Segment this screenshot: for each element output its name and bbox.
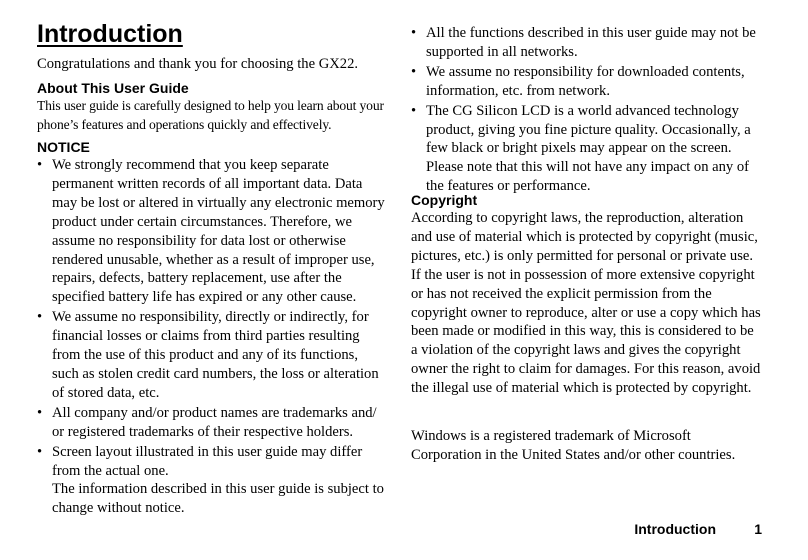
notice-item — [37, 308, 385, 403]
notice-item-text: • Screen layout illustrated in this user guide may differ from the actual one. — [52, 443, 363, 479]
about-heading: About This User Guide — [37, 80, 189, 96]
copyright-heading: Copyright — [411, 192, 478, 208]
notice-item — [411, 63, 761, 101]
intro-text: Congratulations and thank you for choosing the GX22. — [37, 56, 359, 72]
notice-list-left — [37, 156, 385, 519]
about-text: This user guide is carefully designed to help you learn about your phone’s features and operations quickly and effectively. — [37, 98, 384, 132]
trademark-text: Windows is a registered trademark of Microsoft Corporation in the United States and/or other countries. — [411, 428, 736, 463]
notice-item — [37, 156, 385, 307]
notice-item — [411, 24, 761, 62]
notice-item-text: • All company and/or product names are trademarks and/ or registered trademarks of their respective holders. — [52, 404, 377, 440]
notice-item — [37, 443, 385, 519]
footer-page-number: 1 — [754, 521, 762, 537]
notice-list-right — [411, 24, 761, 197]
footer-section-label: Introduction — [634, 521, 716, 537]
notice-heading: NOTICE — [37, 139, 90, 155]
notice-item-extra-text: The information described in this user guide is subject to change without notice. — [52, 481, 384, 517]
page-footer — [0, 520, 808, 538]
notice-item — [411, 102, 761, 197]
notice-item — [37, 404, 385, 442]
notice-item-text: • The CG Silicon LCD is a world advanced technology product, giving you fine picture quality. Occasionally, a few black or bright pixels may appear on the screen. Please note that this will not have any impact on any of the features or performance. — [426, 102, 751, 195]
notice-item-text: • All the functions described in this user guide may not be supported in all networks. — [426, 25, 756, 60]
notice-item-text: • We assume no responsibility for downloaded contents, information, etc. from network. — [426, 63, 745, 99]
copyright-text: According to copyright laws, the reproduction, alteration and use of material which is protected by copyright (music, pictures, etc.) is only permitted for personal or private use. If the user is not in possession of more extensive copyright or has not received the explicit permission from the copyright owner to reproduce, alter or use a copy which has been made or modified in this way, this is considered to be a violation of the copyright laws and gives the copyright owner the right to claim for damages. For this reason, avoid the illegal use of material which is protected by copyright. — [411, 210, 761, 397]
page-title: Introduction — [37, 20, 183, 48]
notice-item-text: • We assume no responsibility, directly or indirectly, for financial losses or claims from third parties resulting from the use of this product and any of its functions, such as stolen credit card numbers, the loss or alteration of stored data, etc. — [52, 309, 379, 401]
notice-item-text: • We strongly recommend that you keep separate permanent written records of all important data. Data may be lost or altered in virtually any electronic memory product under certain circumstances. Therefore, we assume no responsibility for data lost or otherwise rendered unusable, whether as a result of improper use, repairs, defects, battery replacement, use after the specified battery life has expired or any other cause. — [52, 157, 385, 306]
